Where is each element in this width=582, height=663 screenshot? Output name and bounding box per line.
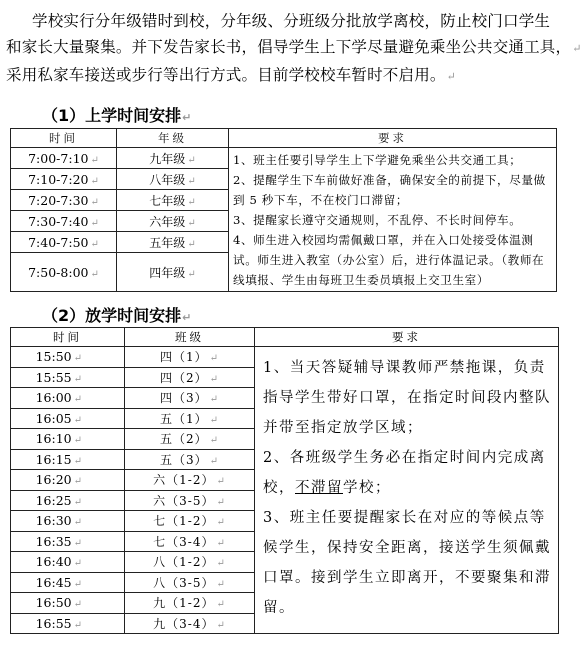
time-cell: 16:30 ↵ bbox=[11, 511, 125, 532]
arrival-requirements-cell bbox=[229, 148, 557, 292]
class-cell: 五（1） ↵ bbox=[125, 408, 255, 429]
requirement-item: 1、班主任要引导学生上下学避免乘坐公共交通工具； bbox=[233, 153, 522, 167]
time-cell: 7:30-7:40 ↵ bbox=[11, 211, 117, 232]
dismissal-section-title bbox=[42, 303, 191, 326]
arrival-schedule-table bbox=[10, 128, 557, 292]
class-cell: 五（2） ↵ bbox=[125, 429, 255, 450]
intro-line-1-text: 学校实行分年级错时到校，分年级、分班级分批放学离校，防止校门口学生 bbox=[32, 12, 551, 30]
intro-line-1 bbox=[6, 8, 556, 34]
class-cell: 七（1-2） ↵ bbox=[125, 511, 255, 532]
table-row bbox=[11, 148, 557, 169]
class-cell: 四（2） ↵ bbox=[125, 367, 255, 388]
class-cell: 九（1-2） ↵ bbox=[125, 593, 255, 614]
time-cell: 7:50-8:00 ↵ bbox=[11, 253, 117, 292]
header-time: 时间 bbox=[11, 328, 125, 347]
paragraph-mark-icon: ↵ bbox=[446, 70, 457, 83]
time-cell: 16:05 ↵ bbox=[11, 408, 125, 429]
class-cell: 八（1-2） ↵ bbox=[125, 552, 255, 573]
time-cell: 16:25 ↵ bbox=[11, 490, 125, 511]
time-cell: 7:40-7:50 ↵ bbox=[11, 232, 117, 253]
time-cell: 16:55 ↵ bbox=[11, 613, 125, 634]
paragraph-mark-icon: ↵ bbox=[182, 311, 192, 324]
grade-cell: 六年级 ↵ bbox=[117, 211, 229, 232]
table-row bbox=[11, 347, 559, 368]
time-cell: 7:10-7:20 ↵ bbox=[11, 169, 117, 190]
class-cell: 九（3-4） ↵ bbox=[125, 613, 255, 634]
arrival-title-text: （1）上学时间安排 bbox=[42, 106, 182, 125]
time-cell: 15:55 ↵ bbox=[11, 367, 125, 388]
intro-line-3 bbox=[6, 62, 556, 90]
header-requirement: 要求 bbox=[229, 129, 557, 148]
header-class: 班级 bbox=[125, 328, 255, 347]
intro-paragraph bbox=[6, 8, 582, 90]
time-cell: 16:15 ↵ bbox=[11, 449, 125, 470]
grade-cell: 四年级 ↵ bbox=[117, 253, 229, 292]
class-cell: 六（1-2） ↵ bbox=[125, 470, 255, 491]
grade-cell: 五年级 ↵ bbox=[117, 232, 229, 253]
intro-line-2 bbox=[6, 34, 582, 62]
time-cell: 16:20 ↵ bbox=[11, 470, 125, 491]
time-cell: 16:35 ↵ bbox=[11, 531, 125, 552]
requirement-item: 4、师生进入校园均需佩戴口罩，并在入口处接受体温测试。师生进入教室（办公室）后，进行体温记录。（教师在线填报、学生由每班卫生委员填报上交卫生室） bbox=[233, 233, 545, 287]
dismissal-requirements-cell bbox=[255, 347, 559, 634]
table-header-row bbox=[11, 328, 559, 347]
requirement-item: 3、提醒家长遵守交通规则，不乱停、不长时间停车。 bbox=[233, 213, 522, 227]
time-cell: 16:50 ↵ bbox=[11, 593, 125, 614]
requirement-item: 2、提醒学生下车前做好准备，确保安全的前提下，尽量做到 5 秒下车，不在校门口滞留； bbox=[233, 173, 546, 207]
time-cell: 7:00-7:10 ↵ bbox=[11, 148, 117, 169]
class-cell: 七（3-4） ↵ bbox=[125, 531, 255, 552]
class-cell: 八（3-5） ↵ bbox=[125, 572, 255, 593]
time-cell: 16:10 ↵ bbox=[11, 429, 125, 450]
header-requirement: 要求 bbox=[255, 328, 559, 347]
intro-line-3-text: 采用私家车接送或步行等出行方式。目前学校校车暂时不启用。 bbox=[6, 66, 446, 84]
dismissal-schedule-table bbox=[10, 327, 559, 634]
grade-cell: 九年级 ↵ bbox=[117, 148, 229, 169]
header-grade: 年级 bbox=[117, 129, 229, 148]
time-cell: 16:00 ↵ bbox=[11, 388, 125, 409]
class-cell: 四（3） ↵ bbox=[125, 388, 255, 409]
requirement-item: 2、各班级学生务必在指定时间内完成离校，不滞留学校； bbox=[263, 450, 546, 496]
time-cell: 7:20-7:30 ↵ bbox=[11, 190, 117, 211]
grade-cell: 八年级 ↵ bbox=[117, 169, 229, 190]
time-cell: 16:45 ↵ bbox=[11, 572, 125, 593]
paragraph-mark-icon: ↵ bbox=[572, 42, 582, 55]
grade-cell: 七年级 ↵ bbox=[117, 190, 229, 211]
time-cell: 16:40 ↵ bbox=[11, 552, 125, 573]
requirement-item: 1、当天答疑辅导课教师严禁拖课，负责指导学生带好口罩，在指定时间段内整队并带至指定放学区域； bbox=[263, 360, 551, 436]
table-header-row bbox=[11, 129, 557, 148]
arrival-section-title bbox=[42, 103, 191, 126]
class-cell: 四（1） ↵ bbox=[125, 347, 255, 368]
dismissal-title-text: （2）放学时间安排 bbox=[42, 306, 182, 325]
header-time: 时间 bbox=[11, 129, 117, 148]
underlined-text: 不滞留 bbox=[295, 480, 343, 496]
time-cell: 15:50 ↵ bbox=[11, 347, 125, 368]
paragraph-mark-icon: ↵ bbox=[182, 111, 192, 124]
intro-line-2-text: 和家长大量聚集。并下发告家长书，倡导学生上下学尽量避免乘坐公共交通工具， bbox=[6, 38, 572, 56]
requirement-item: 3、班主任要提醒家长在对应的等候点等候学生，保持安全距离，接送学生须佩戴口罩。接到学生立即离开，不要聚集和滞留。 bbox=[263, 510, 551, 616]
class-cell: 五（3） ↵ bbox=[125, 449, 255, 470]
class-cell: 六（3-5） ↵ bbox=[125, 490, 255, 511]
